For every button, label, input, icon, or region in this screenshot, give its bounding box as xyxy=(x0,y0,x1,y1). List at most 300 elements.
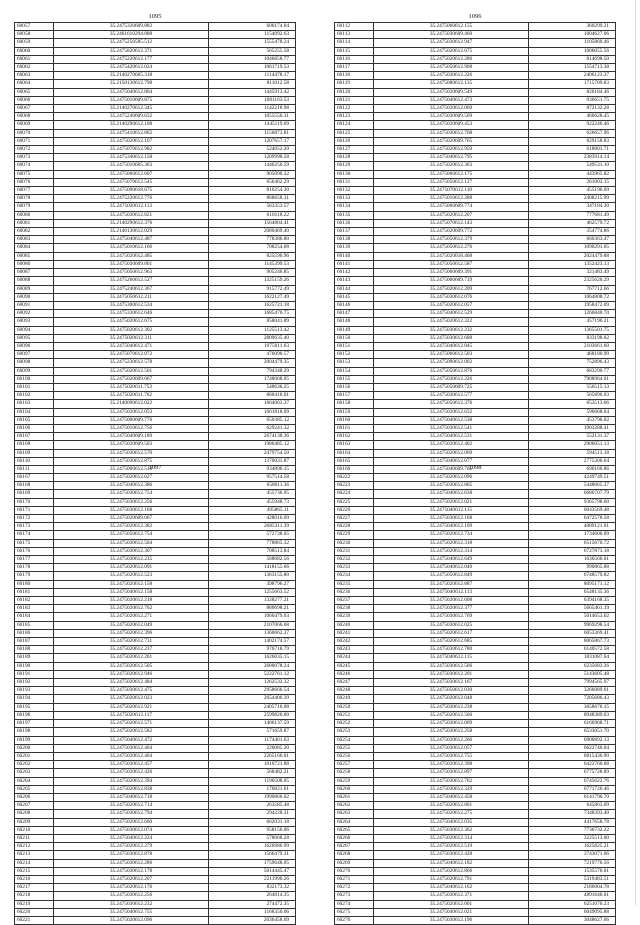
table-row xyxy=(15,400,296,408)
table-row xyxy=(335,654,616,662)
value-cell: 1440250.59 xyxy=(209,162,296,170)
row-id-cell: 60061 xyxy=(15,55,54,63)
code-cell: 35.2475020612.117 xyxy=(54,711,209,719)
value-cell: 1125513.42 xyxy=(209,326,296,334)
table-row xyxy=(15,703,296,711)
row-id-cell: 60188 xyxy=(15,646,54,654)
row-id-cell: 60191 xyxy=(15,670,54,678)
table-row xyxy=(335,342,616,350)
row-id-cell: 60234 xyxy=(335,572,374,580)
row-id-cell: 60233 xyxy=(335,564,374,572)
table-row xyxy=(335,818,616,826)
row-id-cell: 60123 xyxy=(335,113,374,121)
code-cell: 35.2475030612.541 xyxy=(374,424,529,432)
table-row xyxy=(15,408,296,416)
value-cell: 6748579.82 xyxy=(529,572,616,580)
value-cell: 1055556.31 xyxy=(209,113,296,121)
value-cell: 5014445.47 xyxy=(209,867,296,875)
row-id-cell: 60187 xyxy=(15,638,54,646)
code-cell: 35.2475020612.398 xyxy=(374,761,529,769)
value-cell: 226085.30 xyxy=(209,744,296,752)
value-cell: 294228.31 xyxy=(209,810,296,818)
value-cell: 794348.29 xyxy=(209,367,296,375)
table-row xyxy=(335,662,616,670)
value-cell: 6053369.41 xyxy=(529,629,616,637)
value-cell: 572738.65 xyxy=(209,531,296,539)
value-cell: 6049095.88 xyxy=(529,908,616,916)
table-row xyxy=(15,892,296,900)
table-row xyxy=(15,834,296,842)
row-id-cell: 60122 xyxy=(335,105,374,113)
value-cell: 1626035.15 xyxy=(209,654,296,662)
row-id-cell: 60157 xyxy=(335,392,374,400)
row-id-cell: 60095 xyxy=(15,334,54,342)
row-id-cell: 60133 xyxy=(335,195,374,203)
code-cell: 35.2475020612.404 xyxy=(54,752,209,760)
data-table xyxy=(334,473,616,925)
code-cell: 35.2475030612.329 xyxy=(374,785,529,793)
table-row xyxy=(335,556,616,564)
value-cell: 264814.35 xyxy=(209,892,296,900)
code-cell: 35.2475090612.002 xyxy=(374,359,529,367)
row-id-cell: 60164 xyxy=(335,449,374,457)
row-id-cell: 60227 xyxy=(335,515,374,523)
row-id-cell: 60252 xyxy=(335,720,374,728)
row-id-cell: 60083 xyxy=(15,236,54,244)
row-id-cell: 60071 xyxy=(15,137,54,145)
code-cell: 35.2475050612.379 xyxy=(374,236,529,244)
table-row xyxy=(335,588,616,596)
row-id-cell: 60101 xyxy=(15,383,54,391)
row-id-cell: 60169 xyxy=(15,490,54,498)
value-cell: 2107066.68 xyxy=(209,621,296,629)
code-cell: 35.2475030612.457 xyxy=(54,761,209,769)
row-id-cell: 60177 xyxy=(15,556,54,564)
value-cell: 3266089.01 xyxy=(529,687,616,695)
code-cell: 35.2475030612.754 xyxy=(54,490,209,498)
value-cell: 1064808.72 xyxy=(529,293,616,301)
row-id-cell: 60142 xyxy=(335,269,374,277)
code-cell: 35.2475040612.471 xyxy=(54,342,209,350)
value-cell: 1986485.12 xyxy=(209,441,296,449)
code-cell: 35.2475020612.096 xyxy=(374,474,529,482)
code-cell: 35.2475030612.258 xyxy=(374,728,529,736)
table-row xyxy=(335,55,616,63)
table-row xyxy=(15,474,296,482)
value-cell: 2036458.69 xyxy=(209,916,296,924)
row-id-cell: 60088 xyxy=(15,277,54,285)
code-cell: 35.2475250585.512 xyxy=(54,39,209,47)
table-row xyxy=(15,96,296,104)
row-id-cell: 60093 xyxy=(15,318,54,326)
row-id-cell: 60147 xyxy=(335,310,374,318)
code-cell: 35.2475050612.754 xyxy=(54,531,209,539)
value-cell: 476090.57 xyxy=(209,351,296,359)
value-cell: 2406123.37 xyxy=(529,72,616,80)
code-cell: 35.2475020612.608 xyxy=(374,597,529,605)
table-row xyxy=(15,777,296,785)
row-id-cell: 60247 xyxy=(335,679,374,687)
table-row xyxy=(335,720,616,728)
value-cell: 8065867.73 xyxy=(529,638,616,646)
row-id-cell: 60079 xyxy=(15,203,54,211)
table-row xyxy=(15,383,296,391)
value-cell: 1328277.21 xyxy=(209,597,296,605)
row-id-cell: 60250 xyxy=(335,703,374,711)
row-id-cell: 60168 xyxy=(15,482,54,490)
code-cell: 35.2475020612.069 xyxy=(374,105,529,113)
row-id-cell: 60141 xyxy=(335,260,374,268)
code-cell: 35.2475010612.166 xyxy=(54,244,209,252)
row-id-cell: 60069 xyxy=(15,121,54,129)
table-row xyxy=(15,260,296,268)
code-cell: 35.2475020612.396 xyxy=(54,629,209,637)
table-row xyxy=(335,900,616,908)
table-row xyxy=(335,367,616,375)
table-row xyxy=(15,441,296,449)
value-cell: 5143605.48 xyxy=(529,670,616,678)
value-cell: 1105860.46 xyxy=(529,39,616,47)
code-cell: 35.2475030612.232 xyxy=(54,900,209,908)
row-id-cell: 60130 xyxy=(335,170,374,178)
value-cell: 455736.95 xyxy=(209,490,296,498)
code-cell: 35.2475020612.501 xyxy=(54,367,209,375)
code-cell: 35.2475410612.862 xyxy=(54,129,209,137)
value-cell: 825596.96 xyxy=(209,252,296,260)
row-id-cell: 60096 xyxy=(15,342,54,350)
code-cell: 35.2475090618.675 xyxy=(54,187,209,195)
row-id-cell: 60087 xyxy=(15,269,54,277)
code-cell: 35.2475050612.030 xyxy=(374,687,529,695)
value-cell: 462579.72 xyxy=(529,219,616,227)
row-id-cell: 60167 xyxy=(15,474,54,482)
row-id-cell: 60255 xyxy=(335,744,374,752)
value-cell: 936651.75 xyxy=(529,96,616,104)
row-id-cell: 60090 xyxy=(15,293,54,301)
row-id-cell: 60221 xyxy=(15,916,54,924)
table-row xyxy=(335,252,616,260)
row-id-cell: 60078 xyxy=(15,195,54,203)
code-cell: 35.2475040612.077 xyxy=(374,457,529,465)
table-row xyxy=(335,236,616,244)
value-cell: 658011.36 xyxy=(209,482,296,490)
row-id-cell: 60112 xyxy=(335,23,374,31)
code-cell: 35.2475030612.196 xyxy=(374,916,529,924)
code-cell: 35.2475030612.201 xyxy=(374,670,529,678)
code-cell: 35.2475040612.109 xyxy=(374,523,529,531)
value-cell: 354774.86 xyxy=(529,228,616,236)
table-row xyxy=(15,711,296,719)
value-cell: 1325159.26 xyxy=(209,277,296,285)
row-id-cell: 60268 xyxy=(335,851,374,859)
row-id-cell: 60085 xyxy=(15,252,54,260)
value-cell: 1958472.09 xyxy=(529,301,616,309)
row-id-cell: 60216 xyxy=(15,875,54,883)
row-id-cell: 60240 xyxy=(335,621,374,629)
row-id-cell: 60065 xyxy=(15,88,54,96)
value-cell: 868658.31 xyxy=(209,195,296,203)
row-id-cell: 60258 xyxy=(335,769,374,777)
value-cell: 833198.02 xyxy=(529,334,616,342)
value-cell: 2680078.24 xyxy=(209,662,296,670)
value-cell: 872132.28 xyxy=(529,105,616,113)
code-cell: 35.2475220612.776 xyxy=(54,195,209,203)
table-row xyxy=(15,236,296,244)
row-id-cell: 60125 xyxy=(335,129,374,137)
table-row xyxy=(15,826,296,834)
table-row xyxy=(15,490,296,498)
code-cell: 35.2475060612.155 xyxy=(374,23,529,31)
code-cell: 35.2475050612.127 xyxy=(374,178,529,186)
row-id-cell: 60236 xyxy=(335,588,374,596)
value-cell: 2405716.08 xyxy=(209,703,296,711)
value-cell: 905090.32 xyxy=(209,170,296,178)
row-id-cell: 60254 xyxy=(335,736,374,744)
value-cell: 5222761.12 xyxy=(209,670,296,678)
code-cell: 35.2475020612.075 xyxy=(374,47,529,55)
value-cell: 3048627.06 xyxy=(529,916,616,924)
row-id-cell: 60245 xyxy=(335,662,374,670)
code-cell: 35.2475070612.143 xyxy=(374,219,529,227)
code-cell: 35.2475020612.426 xyxy=(54,769,209,777)
row-id-cell: 60170 xyxy=(15,498,54,506)
value-cell: 6548135.36 xyxy=(529,588,616,596)
value-cell: 1622127.49 xyxy=(209,293,296,301)
code-cell: 35.2475020612.314 xyxy=(374,547,529,555)
table-row xyxy=(335,39,616,47)
code-cell: 35.2475060612.175 xyxy=(374,170,529,178)
value-cell: 1418155.66 xyxy=(209,564,296,572)
value-cell: 455948.73 xyxy=(209,498,296,506)
table-row xyxy=(335,72,616,80)
code-cell: 35.2475240609.632 xyxy=(54,113,209,121)
row-id-cell: 60273 xyxy=(335,892,374,900)
table-row xyxy=(335,506,616,514)
row-id-cell: 60118 xyxy=(335,72,374,80)
code-cell: 35.2475070612.110 xyxy=(374,187,529,195)
value-cell: 1626986.99 xyxy=(209,843,296,851)
row-id-cell: 60183 xyxy=(15,605,54,613)
code-cell: 35.2475030612.769 xyxy=(374,613,529,621)
value-cell: 1370031.87 xyxy=(209,457,296,465)
row-id-cell: 60140 xyxy=(335,252,374,260)
row-id-cell: 60154 xyxy=(335,367,374,375)
value-cell: 1004627.06 xyxy=(529,31,616,39)
table-row xyxy=(15,867,296,875)
table-row xyxy=(335,277,616,285)
code-cell: 35.2475040612.795 xyxy=(374,154,529,162)
table-row xyxy=(335,621,616,629)
value-cell: 829158.83 xyxy=(529,137,616,145)
table-row xyxy=(335,23,616,31)
code-cell: 35.2475020612.617 xyxy=(374,629,529,637)
row-id-cell: 60229 xyxy=(335,531,374,539)
value-cell: 571659.87 xyxy=(209,728,296,736)
code-cell: 35.2475040609.765 xyxy=(374,465,529,473)
table-row xyxy=(335,146,616,154)
value-cell: 1196508.05 xyxy=(209,777,296,785)
row-id-cell: 60213 xyxy=(15,851,54,859)
code-cell: 35.2475030612.167 xyxy=(374,679,529,687)
code-cell: 35.2475020612.921 xyxy=(54,703,209,711)
table-row xyxy=(15,154,296,162)
value-cell: 2685311.39 xyxy=(209,523,296,531)
value-cell: 2958666.54 xyxy=(209,687,296,695)
row-id-cell: 60075 xyxy=(15,170,54,178)
row-id-cell: 60210 xyxy=(15,826,54,834)
value-cell: 1156873.81 xyxy=(209,129,296,137)
row-id-cell: 60127 xyxy=(335,146,374,154)
row-id-cell: 60199 xyxy=(15,736,54,744)
row-id-cell: 60117 xyxy=(335,64,374,72)
value-cell: 360299.21 xyxy=(529,23,616,31)
table-row xyxy=(335,613,616,621)
table-panel-3 xyxy=(14,463,296,925)
table-row xyxy=(15,72,296,80)
value-cell: 811012.58 xyxy=(209,80,296,88)
row-id-cell: 60148 xyxy=(335,318,374,326)
value-cell: 976718.79 xyxy=(209,646,296,654)
table-row xyxy=(335,375,616,383)
value-cell: 905246.85 xyxy=(209,269,296,277)
table-row xyxy=(335,679,616,687)
table-row xyxy=(335,908,616,916)
code-cell: 35.2461610294.888 xyxy=(54,31,209,39)
value-cell: 7736732.22 xyxy=(529,826,616,834)
table-row xyxy=(335,482,616,490)
table-row xyxy=(335,64,616,72)
code-cell: 35.2140290612.108 xyxy=(54,121,209,129)
value-cell: 629241.32 xyxy=(209,424,296,432)
table-row xyxy=(335,441,616,449)
value-cell: 5014653.02 xyxy=(529,613,616,621)
code-cell: 35.2475040612.538 xyxy=(374,416,529,424)
row-id-cell: 60181 xyxy=(15,588,54,596)
code-cell: 35.2475030612.570 xyxy=(54,449,209,457)
row-id-cell: 60249 xyxy=(335,695,374,703)
value-cell: 1006055.56 xyxy=(529,47,616,55)
value-cell: 453796.02 xyxy=(529,416,616,424)
table-row xyxy=(15,646,296,654)
code-cell: 35.2475080612.135 xyxy=(374,80,529,88)
value-cell: 662031.18 xyxy=(209,818,296,826)
table-row xyxy=(15,670,296,678)
row-id-cell: 60184 xyxy=(15,613,54,621)
row-id-cell: 60080 xyxy=(15,211,54,219)
value-cell: 466628.45 xyxy=(529,113,616,121)
value-cell: 1174461.63 xyxy=(209,736,296,744)
data-table xyxy=(14,473,296,925)
table-row xyxy=(15,23,296,31)
table-row xyxy=(15,416,296,424)
value-cell: 708513.84 xyxy=(209,547,296,555)
table-row xyxy=(15,875,296,883)
table-row xyxy=(15,728,296,736)
row-id-cell: 60242 xyxy=(335,638,374,646)
table-row xyxy=(335,326,616,334)
table-row xyxy=(335,408,616,416)
code-cell: 35.2475020611.762 xyxy=(54,392,209,400)
row-id-cell: 60198 xyxy=(15,728,54,736)
row-id-cell: 60201 xyxy=(15,752,54,760)
code-cell: 35.2475020612.266 xyxy=(374,736,529,744)
code-cell: 35.2475020612.734 xyxy=(374,531,529,539)
row-id-cell: 60189 xyxy=(15,654,54,662)
table-row xyxy=(335,769,616,777)
row-id-cell: 60243 xyxy=(335,646,374,654)
row-id-cell: 60206 xyxy=(15,793,54,801)
table-row xyxy=(335,285,616,293)
code-cell: 35.2475040612.458 xyxy=(374,793,529,801)
code-cell: 35.2475020612.791 xyxy=(374,875,529,883)
value-cell: 2103661.60 xyxy=(529,342,616,350)
code-cell: 35.2475010612.288 xyxy=(374,195,529,203)
value-cell: 7908964.01 xyxy=(529,375,616,383)
row-id-cell: 60150 xyxy=(335,334,374,342)
row-id-cell: 60111 xyxy=(15,465,54,473)
code-cell: 35.2475030609.861 xyxy=(54,260,209,268)
value-cell: 578068.28 xyxy=(209,834,296,842)
value-cell: 7219776.56 xyxy=(529,859,616,867)
value-cell: 1266840.70 xyxy=(529,310,616,318)
code-cell: 35.2475060612.510 xyxy=(54,465,209,473)
row-id-cell: 60152 xyxy=(335,351,374,359)
code-cell: 35.2475020612.023 xyxy=(54,695,209,703)
value-cell: 606174.04 xyxy=(209,23,296,31)
value-cell: 6775728.89 xyxy=(529,769,616,777)
table-row xyxy=(15,769,296,777)
table-row xyxy=(335,761,616,769)
code-cell: 35.2475040612.638 xyxy=(374,490,529,498)
code-cell: 35.2475020612.048 xyxy=(374,695,529,703)
table-row xyxy=(15,638,296,646)
code-cell: 35.2475070612.072 xyxy=(54,351,209,359)
value-cell: 9969298.54 xyxy=(529,621,616,629)
row-id-cell: 60121 xyxy=(335,96,374,104)
row-id-cell: 60237 xyxy=(335,597,374,605)
value-cell: 1748068.05 xyxy=(209,375,296,383)
table-row xyxy=(15,187,296,195)
table-row xyxy=(335,826,616,834)
row-id-cell: 60110 xyxy=(15,457,54,465)
table-row xyxy=(15,334,296,342)
value-cell: 767712.66 xyxy=(529,285,616,293)
row-id-cell: 60270 xyxy=(335,867,374,875)
row-id-cell: 60218 xyxy=(15,892,54,900)
code-cell: 35.2475040612.040 xyxy=(374,564,529,572)
table-row xyxy=(15,818,296,826)
value-cell: 1352423.13 xyxy=(529,260,616,268)
table-row xyxy=(335,392,616,400)
code-cell: 35.2475070612.545 xyxy=(54,178,209,186)
value-cell: 1142218.98 xyxy=(209,105,296,113)
value-cell: 1685476.75 xyxy=(209,310,296,318)
table-row xyxy=(15,810,296,818)
value-cell: 915772.49 xyxy=(209,285,296,293)
row-id-cell: 60174 xyxy=(15,531,54,539)
code-cell: 35.2475020612.632 xyxy=(374,408,529,416)
code-cell: 35.2475020609.503 xyxy=(54,441,209,449)
table-row xyxy=(335,531,616,539)
table-row xyxy=(335,670,616,678)
row-id-cell: 60222 xyxy=(335,474,374,482)
row-id-cell: 60230 xyxy=(335,539,374,547)
code-cell: 35.2475040609.189 xyxy=(54,433,209,441)
value-cell: 2674138.36 xyxy=(209,433,296,441)
code-cell: 35.2475030612.428 xyxy=(374,851,529,859)
table-row xyxy=(335,162,616,170)
row-id-cell: 60224 xyxy=(335,490,374,498)
